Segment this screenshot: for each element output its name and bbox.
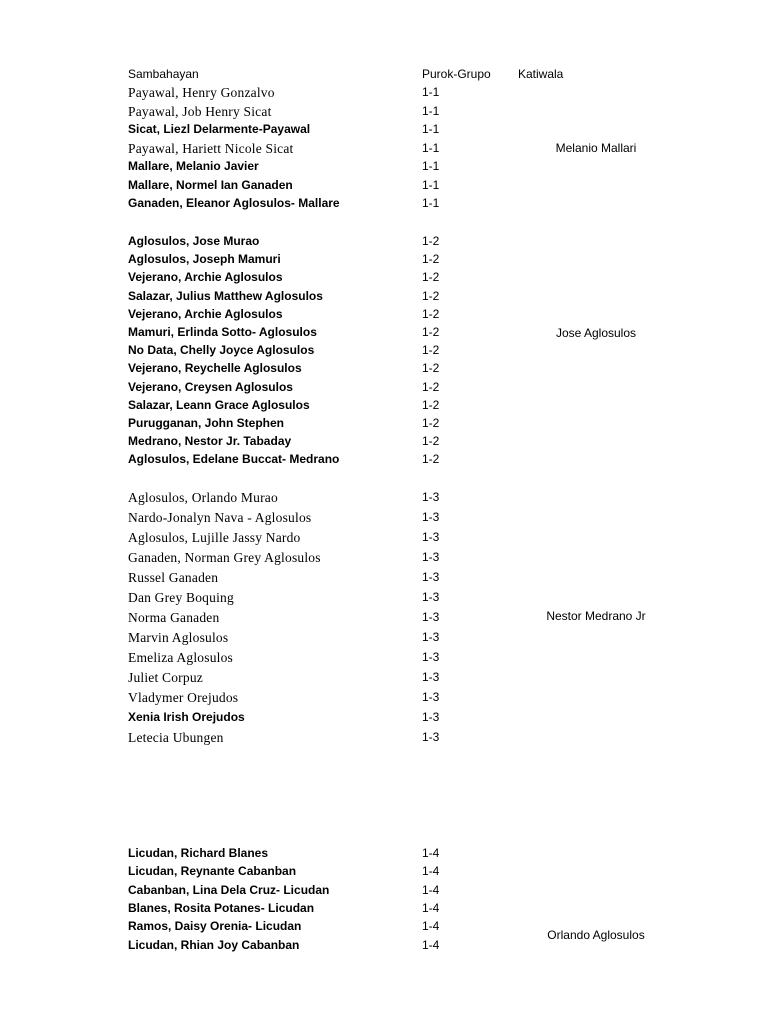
table-row xyxy=(0,289,768,307)
table-row xyxy=(0,846,768,864)
table-row xyxy=(0,380,768,398)
table-row xyxy=(0,630,768,648)
household-member-name: Nardo-Jonalyn Nava - Aglosulos xyxy=(128,510,312,525)
purok-grupo-code: 1-2 xyxy=(422,306,440,321)
table-row xyxy=(0,570,768,588)
purok-grupo-code: 1-1 xyxy=(422,85,440,99)
table-row xyxy=(0,122,768,140)
purok-grupo-code: 1-3 xyxy=(422,630,440,644)
table-row xyxy=(0,159,768,177)
household-member-name: Emeliza Aglosulos xyxy=(128,650,234,665)
household-member-name: Xenia Irish Orejudos xyxy=(128,710,245,724)
purok-grupo-code: 1-2 xyxy=(422,416,440,430)
household-member-name: Salazar, Leann Grace Aglosulos xyxy=(128,397,310,412)
purok-grupo-code: 1-2 xyxy=(422,434,440,449)
table-row xyxy=(0,252,768,270)
table-row xyxy=(0,590,768,608)
purok-grupo-code: 1-4 xyxy=(422,900,440,915)
household-member-name: Mamuri, Erlinda Sotto- Aglosulos xyxy=(128,325,317,339)
table-row xyxy=(0,196,768,214)
household-member-name: Ganaden, Norman Grey Aglosulos xyxy=(128,550,321,565)
table-row xyxy=(0,85,768,103)
katiwala-name: Nestor Medrano Jr xyxy=(546,609,646,623)
household-member-name: Blanes, Rosita Potanes- Licudan xyxy=(128,900,315,915)
purok-grupo-code: 1-3 xyxy=(422,670,440,684)
household-member-name: Sicat, Liezl Delarmente-Payawal xyxy=(128,122,311,136)
purok-grupo-code: 1-4 xyxy=(422,937,440,952)
purok-grupo-code: 1-3 xyxy=(422,530,440,544)
table-row xyxy=(0,901,768,919)
household-member-name: Vejerano, Creysen Aglosulos xyxy=(128,379,293,394)
household-member-name: Licudan, Reynante Cabanban xyxy=(128,864,297,879)
purok-grupo-code: 1-4 xyxy=(422,882,440,897)
household-member-name: Vladymer Orejudos xyxy=(128,690,239,705)
table-row xyxy=(0,490,768,508)
household-member-name: Cabanban, Lina Dela Cruz- Licudan xyxy=(128,882,330,897)
household-member-name: Licudan, Richard Blanes xyxy=(128,846,269,860)
purok-grupo-code: 1-1 xyxy=(422,159,440,173)
household-member-name: Payawal, Job Henry Sicat xyxy=(128,103,272,119)
table-row xyxy=(0,730,768,748)
household-member-name: Dan Grey Boquing xyxy=(128,590,234,605)
purok-grupo-code: 1-3 xyxy=(422,650,440,664)
household-member-name: Ganaden, Eleanor Aglosulos- Mallare xyxy=(128,196,340,210)
household-member-name: Aglosulos, Lujille Jassy Nardo xyxy=(128,530,301,545)
purok-grupo-code: 1-3 xyxy=(422,490,440,504)
purok-grupo-code: 1-4 xyxy=(422,846,440,860)
table-row xyxy=(0,307,768,325)
household-member-name: Purugganan, John Stephen xyxy=(128,416,285,430)
purok-grupo-code: 1-2 xyxy=(422,325,440,339)
katiwala-name: Orlando Aglosulos xyxy=(547,928,645,942)
purok-grupo-code: 1-4 xyxy=(422,864,440,879)
household-member-name: Vejerano, Archie Aglosulos xyxy=(128,306,283,321)
household-member-name: Juliet Corpuz xyxy=(128,670,203,685)
purok-grupo-code: 1-2 xyxy=(422,288,440,303)
purok-grupo-code: 1-1 xyxy=(422,122,440,136)
table-row xyxy=(0,270,768,288)
purok-grupo-code: 1-1 xyxy=(422,140,440,155)
household-member-name: Licudan, Rhian Joy Cabanban xyxy=(128,937,300,952)
table-row xyxy=(0,234,768,252)
purok-grupo-code: 1-1 xyxy=(422,196,440,210)
household-member-name: Norma Ganaden xyxy=(128,610,220,625)
purok-grupo-code: 1-2 xyxy=(422,397,440,412)
purok-grupo-code: 1-3 xyxy=(422,710,440,724)
household-member-name: Mallare, Melanio Javier xyxy=(128,159,259,173)
household-member-name: No Data, Chelly Joyce Aglosulos xyxy=(128,343,315,358)
katiwala-name: Jose Aglosulos xyxy=(555,326,637,340)
purok-grupo-code: 1-2 xyxy=(422,270,440,285)
purok-grupo-code: 1-2 xyxy=(422,343,440,358)
table-row xyxy=(0,864,768,882)
purok-grupo-code: 1-3 xyxy=(422,610,440,624)
purok-grupo-code: 1-2 xyxy=(422,361,440,376)
table-row xyxy=(0,104,768,122)
purok-grupo-code: 1-3 xyxy=(422,590,440,604)
table-row xyxy=(0,550,768,568)
table-row xyxy=(0,650,768,668)
household-member-name: Letecia Ubungen xyxy=(128,730,224,745)
household-member-name: Aglosulos, Edelane Buccat- Medrano xyxy=(128,452,340,467)
household-member-name: Mallare, Normel Ian Ganaden xyxy=(128,177,293,192)
purok-grupo-code: 1-3 xyxy=(422,570,440,584)
household-member-name: Russel Ganaden xyxy=(128,570,219,585)
household-member-name: Payawal, Henry Gonzalvo xyxy=(128,85,275,100)
header-katiwala: Katiwala xyxy=(518,67,564,81)
table-row xyxy=(0,510,768,528)
household-member-name: Aglosulos, Joseph Mamuri xyxy=(128,252,281,267)
header-sambahayan: Sambahayan xyxy=(128,67,199,81)
table-row xyxy=(0,361,768,379)
household-member-name: Vejerano, Reychelle Aglosulos xyxy=(128,361,302,376)
table-row xyxy=(0,452,768,470)
household-member-name: Aglosulos, Jose Murao xyxy=(128,234,260,248)
household-member-name: Aglosulos, Orlando Murao xyxy=(128,490,278,505)
purok-grupo-code: 1-2 xyxy=(422,452,440,467)
household-member-name: Marvin Aglosulos xyxy=(128,630,229,645)
household-member-name: Ramos, Daisy Orenia- Licudan xyxy=(128,919,302,934)
purok-grupo-code: 1-2 xyxy=(422,234,440,248)
table-row xyxy=(0,690,768,708)
purok-grupo-code: 1-3 xyxy=(422,550,440,564)
purok-grupo-code: 1-4 xyxy=(422,919,440,934)
household-member-name: Salazar, Julius Matthew Aglosulos xyxy=(128,288,323,303)
purok-grupo-code: 1-2 xyxy=(422,379,440,394)
table-row xyxy=(0,530,768,548)
table-row xyxy=(0,434,768,452)
household-member-name: Medrano, Nestor Jr. Tabaday xyxy=(128,434,292,449)
purok-grupo-code: 1-1 xyxy=(422,103,440,118)
purok-grupo-code: 1-3 xyxy=(422,510,440,524)
household-member-name: Vejerano, Archie Aglosulos xyxy=(128,270,283,285)
table-row xyxy=(0,710,768,728)
household-member-name: Payawal, Hariett Nicole Sicat xyxy=(128,140,294,156)
table-row xyxy=(0,416,768,434)
table-row xyxy=(0,670,768,688)
table-row xyxy=(0,343,768,361)
purok-grupo-code: 1-1 xyxy=(422,177,440,192)
table-row xyxy=(0,398,768,416)
table-row xyxy=(0,883,768,901)
header-purok-grupo: Purok-Grupo xyxy=(422,67,491,81)
purok-grupo-code: 1-3 xyxy=(422,730,440,744)
table-row xyxy=(0,178,768,196)
purok-grupo-code: 1-2 xyxy=(422,252,440,267)
katiwala-name: Melanio Mallari xyxy=(555,141,637,155)
purok-grupo-code: 1-3 xyxy=(422,690,440,704)
